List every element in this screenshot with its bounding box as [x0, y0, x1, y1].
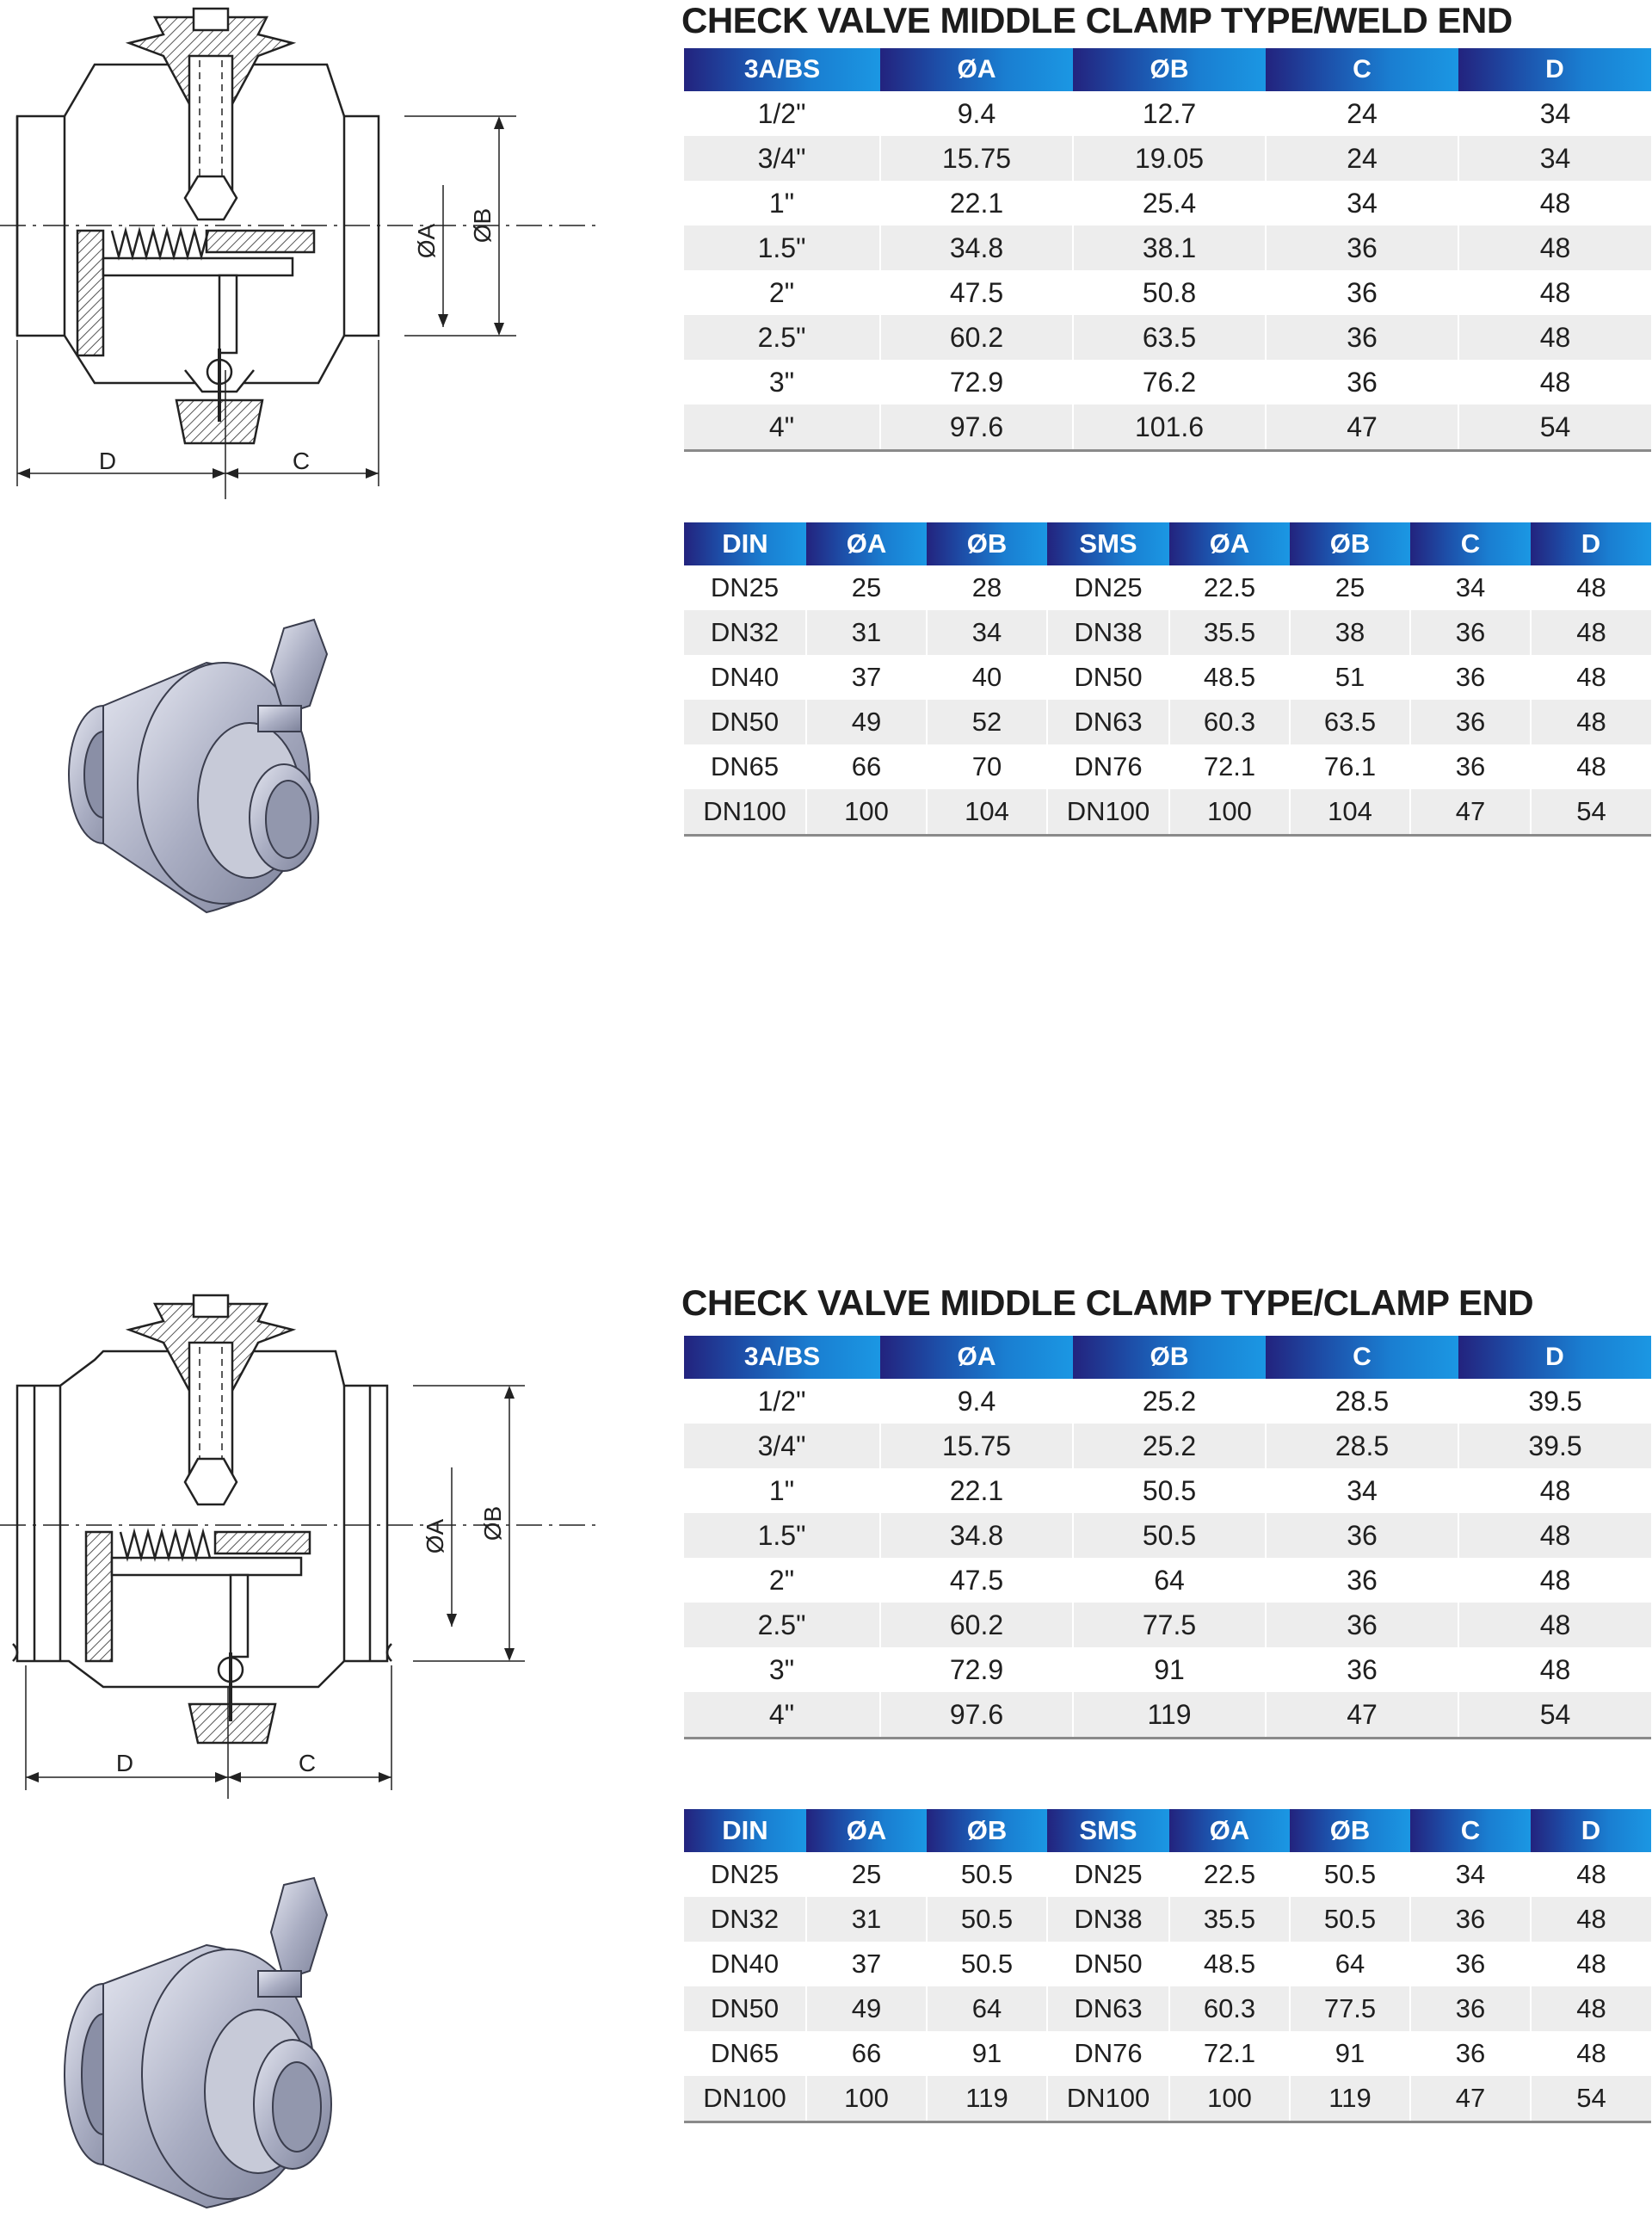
table-cell: 50.5 — [1073, 1513, 1266, 1558]
table-cell: DN100 — [684, 2076, 806, 2122]
table-cell: 3/4" — [684, 136, 880, 181]
table-cell: 35.5 — [1169, 1897, 1290, 1942]
table-cell: 39.5 — [1528, 1385, 1582, 1417]
table-cell: 22.5 — [1169, 1852, 1290, 1897]
table-cell: DN50 — [684, 700, 806, 744]
section-weld-end — [0, 0, 1652, 990]
table-cell: 34 — [1458, 136, 1651, 181]
table-cell: 28 — [927, 565, 1047, 610]
table-cell: 36 — [1410, 1897, 1531, 1942]
table-cell: 36 — [1266, 360, 1458, 405]
table-cell: 36 — [1266, 270, 1458, 315]
table-cell: 3" — [684, 1647, 880, 1692]
table-row — [684, 270, 1651, 315]
column-header: C — [1410, 522, 1531, 565]
table-cell: 47 — [1410, 789, 1531, 836]
table-cell: 48 — [1458, 225, 1651, 270]
table-row — [684, 2031, 1651, 2076]
table-cell: 2.5" — [684, 1603, 880, 1647]
table-cell: 15.75 — [880, 1424, 1073, 1468]
table-cell: 36 — [1410, 1942, 1531, 1986]
table-cell: 91 — [1073, 1647, 1266, 1692]
table-cell: 31 — [806, 610, 927, 655]
table-cell: 36 — [1410, 1986, 1531, 2031]
column-header: ØA — [806, 1809, 927, 1852]
table-cell: 37 — [806, 1942, 927, 1986]
table-cell: 64 — [927, 1986, 1047, 2031]
table-header-row — [684, 522, 1651, 565]
table-cell: 60.3 — [1169, 1986, 1290, 2031]
table-cell: 19.05 — [1073, 136, 1266, 181]
metric-size-table — [684, 1809, 1651, 2123]
table-row — [684, 181, 1651, 225]
table-cell: 48 — [1531, 700, 1651, 744]
table-cell: DN63 — [1047, 1986, 1169, 2031]
table-cell: DN100 — [1047, 2076, 1169, 2122]
table-cell: 48 — [1576, 1859, 1606, 1889]
table-cell: 22.1 — [880, 181, 1073, 225]
table-row — [684, 225, 1651, 270]
table-cell: 36 — [1266, 315, 1458, 360]
table-cell: DN32 — [684, 1897, 806, 1942]
table-cell: 48 — [1531, 1897, 1651, 1942]
table-cell: 1" — [684, 181, 880, 225]
table-cell: 48 — [1576, 751, 1606, 781]
clamp-end-valve-3d-render — [52, 1876, 379, 2229]
table-cell: 37 — [806, 655, 927, 700]
table-cell: 100 — [806, 2076, 927, 2122]
table-cell: 48 — [1458, 315, 1651, 360]
table-row — [684, 136, 1651, 181]
dim-label-d: D — [98, 448, 117, 474]
table-cell: 47 — [1266, 1692, 1458, 1739]
table-cell: 64 — [1073, 1558, 1266, 1603]
table-cell: 48 — [1539, 276, 1571, 308]
table-cell: 72.9 — [880, 360, 1073, 405]
table-row — [684, 1942, 1651, 1986]
table-cell: 4" — [684, 405, 880, 451]
table-cell: 40 — [927, 655, 1047, 700]
table-cell: 1" — [684, 1468, 880, 1513]
table-cell: 47.5 — [880, 1558, 1073, 1603]
table-cell: 34.8 — [880, 225, 1073, 270]
table-cell: 48 — [1539, 1653, 1571, 1685]
table-row — [684, 655, 1651, 700]
table-cell: 76.1 — [1290, 744, 1410, 789]
table-cell: 50.5 — [1290, 1897, 1410, 1942]
table-cell: 48 — [1539, 366, 1571, 398]
table-row — [684, 610, 1651, 655]
table-cell: 63.5 — [1073, 315, 1266, 360]
table-cell: 104 — [927, 789, 1047, 836]
table-cell: 60.3 — [1169, 700, 1290, 744]
table-cell: 50.8 — [1073, 270, 1266, 315]
table-cell: 36 — [1410, 700, 1531, 744]
table-cell: 34 — [1410, 565, 1531, 610]
table-cell: 48 — [1576, 2038, 1606, 2068]
table-cell: 76.2 — [1073, 360, 1266, 405]
table-cell: 36 — [1266, 1558, 1458, 1603]
table-cell: 3" — [684, 360, 880, 405]
column-header: D — [1458, 48, 1651, 91]
column-header: DIN — [684, 1809, 806, 1852]
table-cell: 1.5" — [684, 1513, 880, 1558]
table-row — [684, 1558, 1651, 1603]
table-cell: 54 — [1458, 1692, 1651, 1739]
dim-label-ob: ØB — [469, 207, 496, 244]
column-header: ØB — [927, 1809, 1047, 1852]
column-header: DIN — [684, 522, 806, 565]
table-cell: 15.75 — [880, 136, 1073, 181]
column-header: D — [1531, 1809, 1651, 1852]
column-header: C — [1266, 48, 1458, 91]
table-cell: 48 — [1458, 1603, 1651, 1647]
table-cell: 35.5 — [1169, 610, 1290, 655]
table-cell: 22.1 — [880, 1468, 1073, 1513]
table-cell: 34 — [927, 610, 1047, 655]
table-cell: 47 — [1410, 2076, 1531, 2122]
column-header: ØA — [880, 48, 1073, 91]
table-cell: DN65 — [684, 2031, 806, 2076]
table-cell: 48 — [1576, 572, 1606, 602]
column-header: ØA — [1169, 1809, 1290, 1852]
table-cell: DN38 — [1047, 610, 1169, 655]
table-cell: DN32 — [684, 610, 806, 655]
table-cell: 28.5 — [1266, 1379, 1458, 1424]
table-cell: 36 — [1410, 610, 1531, 655]
dim-label-c: C — [298, 1750, 317, 1776]
table-cell: 77.5 — [1073, 1603, 1266, 1647]
table-cell: 48 — [1576, 662, 1606, 692]
table-cell: 34.8 — [880, 1513, 1073, 1558]
table-cell: 54 — [1531, 2076, 1651, 2122]
table-row — [684, 360, 1651, 405]
section-clamp-end — [0, 1282, 1652, 2236]
column-header: C — [1266, 1336, 1458, 1379]
section-title: CHECK VALVE MIDDLE CLAMP TYPE/CLAMP END — [681, 1282, 1534, 1323]
column-header: ØA — [806, 522, 927, 565]
table-cell: 77.5 — [1290, 1986, 1410, 2031]
table-cell: 12.7 — [1073, 91, 1266, 136]
table-cell: 100 — [1169, 789, 1290, 836]
table-row — [684, 1603, 1651, 1647]
column-header: SMS — [1047, 522, 1169, 565]
table-cell: 72.1 — [1169, 744, 1290, 789]
dim-label-ob: ØB — [479, 1505, 506, 1541]
column-header: ØB — [1073, 1336, 1266, 1379]
table-cell: 48.5 — [1169, 655, 1290, 700]
table-cell: 9.4 — [880, 1379, 1073, 1424]
imperial-size-table — [684, 48, 1651, 452]
table-cell: 1.5" — [684, 225, 880, 270]
table-cell: 36 — [1266, 1603, 1458, 1647]
table-cell: 31 — [806, 1897, 927, 1942]
table-cell: 50.5 — [1290, 1852, 1410, 1897]
table-cell: DN50 — [684, 1986, 806, 2031]
table-cell: DN76 — [1047, 744, 1169, 789]
table-cell: 60.2 — [880, 1603, 1073, 1647]
table-cell: 72.1 — [1169, 2031, 1290, 2076]
table-cell: 25.2 — [1073, 1424, 1266, 1468]
metric-size-table — [684, 522, 1651, 837]
table-cell: 66 — [806, 744, 927, 789]
column-header: ØA — [1169, 522, 1290, 565]
table-cell: 63.5 — [1290, 700, 1410, 744]
table-row — [684, 700, 1651, 744]
table-cell: 91 — [1290, 2031, 1410, 2076]
table-cell: 48 — [1539, 1564, 1571, 1596]
table-cell: DN76 — [1047, 2031, 1169, 2076]
table-cell: 91 — [927, 2031, 1047, 2076]
table-cell: 100 — [806, 789, 927, 836]
table-cell: 34 — [1266, 181, 1458, 225]
table-cell: 3/4" — [684, 1424, 880, 1468]
table-cell: 50.5 — [927, 1897, 1047, 1942]
table-cell: DN38 — [1047, 1897, 1169, 1942]
column-header: D — [1531, 522, 1651, 565]
table-row — [684, 1897, 1651, 1942]
dim-label-d: D — [115, 1750, 134, 1776]
table-cell: 51 — [1290, 655, 1410, 700]
table-cell: DN25 — [1047, 1852, 1169, 1897]
table-cell: 119 — [1290, 2076, 1410, 2122]
table-cell: 100 — [1169, 2076, 1290, 2122]
table-row — [684, 1647, 1651, 1692]
column-header: 3A/BS — [684, 1336, 880, 1379]
table-cell: 47.5 — [880, 270, 1073, 315]
table-cell: DN100 — [684, 789, 806, 836]
table-row — [684, 744, 1651, 789]
clamp-end-cross-section-drawing — [0, 1282, 602, 1799]
table-cell: 34 — [1410, 1852, 1531, 1897]
column-header: ØB — [1290, 522, 1410, 565]
table-cell: DN50 — [1047, 655, 1169, 700]
column-header: ØA — [880, 1336, 1073, 1379]
table-cell: DN63 — [1047, 700, 1169, 744]
table-cell: 36 — [1266, 225, 1458, 270]
table-cell: 25 — [806, 565, 927, 610]
table-cell: DN40 — [684, 655, 806, 700]
table-cell: 50.5 — [1073, 1468, 1266, 1513]
table-cell: 119 — [1073, 1692, 1266, 1739]
dim-label-c: C — [292, 448, 311, 474]
table-cell: 36 — [1266, 1647, 1458, 1692]
table-row — [684, 2076, 1651, 2122]
table-header-row — [684, 48, 1651, 91]
table-row — [684, 1692, 1651, 1739]
table-cell: 2" — [684, 1558, 880, 1603]
table-row — [684, 789, 1651, 836]
imperial-size-table — [684, 1336, 1651, 1739]
section-title: CHECK VALVE MIDDLE CLAMP TYPE/WELD END — [681, 0, 1513, 40]
table-cell: DN40 — [684, 1942, 806, 1986]
table-row — [684, 1513, 1651, 1558]
table-cell: 48.5 — [1169, 1942, 1290, 1986]
table-cell: 48 — [1539, 187, 1571, 219]
table-row — [684, 1468, 1651, 1513]
weld-end-cross-section-drawing — [0, 0, 602, 516]
table-row — [684, 1379, 1651, 1424]
table-cell: 36 — [1410, 655, 1531, 700]
table-cell: 1/2" — [684, 91, 880, 136]
table-cell: 24 — [1266, 136, 1458, 181]
table-cell: 36 — [1266, 1513, 1458, 1558]
table-cell: 119 — [927, 2076, 1047, 2122]
table-cell: 39.5 — [1458, 1424, 1651, 1468]
table-cell: 38.1 — [1073, 225, 1266, 270]
table-cell: DN25 — [1047, 565, 1169, 610]
table-cell: 4" — [684, 1692, 880, 1739]
table-cell: 64 — [1290, 1942, 1410, 1986]
table-cell: 97.6 — [880, 1692, 1073, 1739]
table-cell: 54 — [1531, 789, 1651, 836]
column-header: ØB — [1290, 1809, 1410, 1852]
table-cell: 2.5" — [684, 315, 880, 360]
table-cell: 36 — [1410, 2031, 1531, 2076]
table-cell: 1/2" — [684, 1379, 880, 1424]
dim-label-oa: ØA — [422, 1518, 448, 1554]
table-cell: 49 — [806, 700, 927, 744]
table-cell: 60.2 — [880, 315, 1073, 360]
table-cell: 2" — [684, 270, 880, 315]
table-cell: DN25 — [684, 565, 806, 610]
table-cell: 52 — [927, 700, 1047, 744]
table-row — [684, 565, 1651, 610]
table-cell: 24 — [1266, 91, 1458, 136]
table-cell: 47 — [1266, 405, 1458, 451]
table-cell: 48 — [1531, 1986, 1651, 2031]
table-cell: DN65 — [684, 744, 806, 789]
table-row — [684, 1986, 1651, 2031]
table-cell: 49 — [806, 1986, 927, 2031]
table-cell: 54 — [1458, 405, 1651, 451]
table-cell: 50.5 — [927, 1942, 1047, 1986]
table-cell: 70 — [927, 744, 1047, 789]
table-row — [684, 91, 1651, 136]
table-cell: 25 — [1290, 565, 1410, 610]
table-cell: 25 — [806, 1852, 927, 1897]
table-cell: DN50 — [1047, 1942, 1169, 1986]
column-header: D — [1458, 1336, 1651, 1379]
table-cell: 101.6 — [1073, 405, 1266, 451]
column-header: SMS — [1047, 1809, 1169, 1852]
table-header-row — [684, 1336, 1651, 1379]
table-row — [684, 1424, 1651, 1468]
table-cell: 48 — [1539, 1474, 1571, 1506]
table-cell: 38 — [1290, 610, 1410, 655]
table-cell: 48 — [1531, 610, 1651, 655]
table-cell: 36 — [1410, 744, 1531, 789]
table-row — [684, 315, 1651, 360]
table-cell: 9.4 — [880, 91, 1073, 136]
column-header: ØB — [1073, 48, 1266, 91]
weld-end-valve-3d-render — [52, 602, 379, 947]
table-cell: DN25 — [684, 1852, 806, 1897]
table-cell: 104 — [1290, 789, 1410, 836]
table-cell: 34 — [1539, 97, 1571, 129]
dim-label-oa: ØA — [413, 223, 440, 259]
column-header: ØB — [927, 522, 1047, 565]
table-cell: 50.5 — [927, 1852, 1047, 1897]
table-cell: 48 — [1458, 1513, 1651, 1558]
table-cell: 34 — [1266, 1468, 1458, 1513]
column-header: 3A/BS — [684, 48, 880, 91]
table-header-row — [684, 1809, 1651, 1852]
column-header: C — [1410, 1809, 1531, 1852]
table-cell: 66 — [806, 2031, 927, 2076]
table-cell: 48 — [1576, 1949, 1606, 1979]
table-row — [684, 1852, 1651, 1897]
table-row — [684, 405, 1651, 451]
table-cell: 22.5 — [1169, 565, 1290, 610]
table-cell: 25.2 — [1073, 1379, 1266, 1424]
table-cell: 25.4 — [1073, 181, 1266, 225]
table-cell: 28.5 — [1266, 1424, 1458, 1468]
table-cell: 97.6 — [880, 405, 1073, 451]
table-cell: 72.9 — [880, 1647, 1073, 1692]
table-cell: DN100 — [1047, 789, 1169, 836]
